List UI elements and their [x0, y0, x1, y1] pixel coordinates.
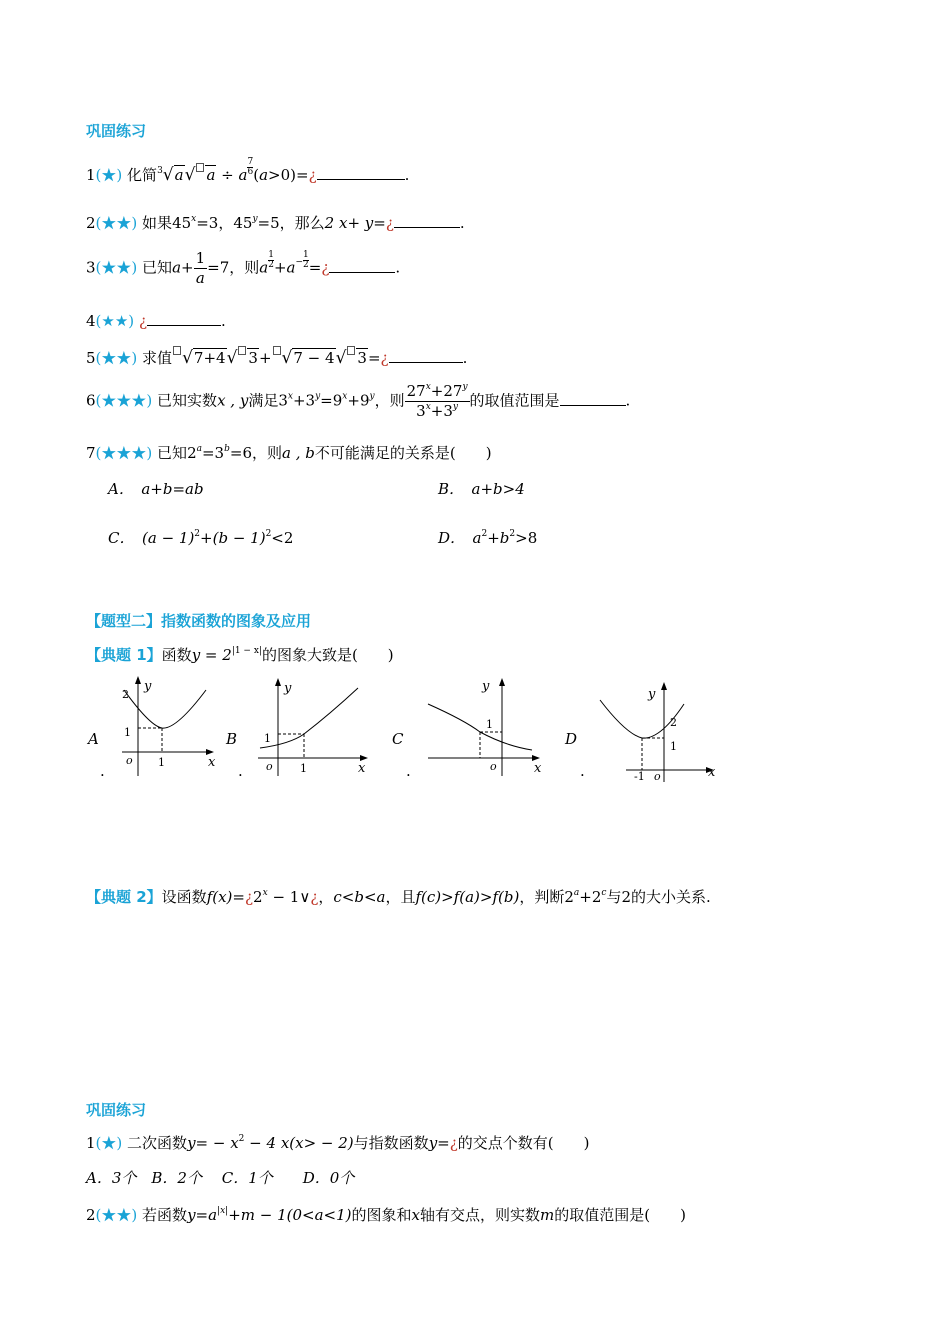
- practice-question-2: 2(★★) 若函数$y=a^{|x|}+m - 1(0<a<1)$的图象和x轴有交点，则实数m的取值范围是( ): [86, 1206, 686, 1224]
- practice-question-1-choices[interactable]: A．3个 B．2个 C．1个 D．0个: [86, 1169, 355, 1187]
- graph-c[interactable]: [424, 674, 548, 780]
- graph-c-x-label: x: [534, 761, 542, 776]
- graph-d-x-label: x: [708, 765, 716, 780]
- graph-b-y-label: y: [284, 681, 292, 696]
- section3-title: 巩固练习: [86, 1101, 147, 1119]
- graph-d-dot: .: [580, 762, 585, 780]
- choice-d[interactable]: D． $a^2+b^2>8$: [438, 529, 538, 547]
- graph-b-x-label: x: [358, 761, 366, 776]
- graph-a-dot: .: [100, 762, 105, 780]
- example-2: 【典题 2】设函数$f(x)=¿2^x$ − 1∨¿，c<b<a，且f(c)>f(a)>f(b)，判断$2^a+2^c$与2的大小关系.: [86, 888, 711, 906]
- graph-b-tick-1x: 1: [300, 762, 307, 775]
- graph-a-origin: o: [126, 754, 133, 767]
- question-1: 1(★) 化简$^3$√a√ a ÷ a $\frac{7}{6}$ (a>0)=¿ .: [86, 157, 410, 185]
- practice-question-1: 1(★) 二次函数$y= - x^2 - 4$ x(x> − 2)与指数函数y=¿的交点个数有( ): [86, 1134, 590, 1152]
- question-2: 2(★★) 如果$45^x=3$，$45^y=5$，那么2 x+ y=¿ .: [86, 214, 465, 232]
- question-3: 3(★★) 已知a+ $\frac{1}{a}$ =7，则a $\frac{1}{2}$ +a− $\frac{1}{2}$ =¿ .: [86, 249, 401, 287]
- question-5: 5(★★) 求值 √7+4√ 3+ √7 − 4√ 3=¿ .: [86, 348, 468, 368]
- graph-d-label[interactable]: D: [565, 730, 578, 748]
- graph-a-tick-2: 2: [122, 688, 129, 701]
- question-4: 4(★★) ¿ .: [86, 312, 226, 330]
- graph-c-origin: o: [490, 760, 497, 773]
- graph-c-tick-1y: 1: [486, 718, 493, 731]
- graph-c-dot: .: [406, 762, 411, 780]
- graph-d-tick-2: 2: [670, 716, 677, 729]
- graph-a[interactable]: [110, 674, 222, 780]
- graph-b-label[interactable]: B: [226, 730, 238, 748]
- graph-a-label[interactable]: A: [88, 730, 99, 748]
- question-6: 6(★★★) 已知实数x , y满足$3^x+3^y=9^x+9^y$，则 $\frac{27^x+27^y}{3^x+3^y}$ 的取值范围是 .: [86, 382, 631, 420]
- example-1: 【典题 1】函数$y = 2^{|1 - x|}$的图象大致是( ): [86, 646, 394, 664]
- graph-a-tick-1y: 1: [124, 726, 131, 739]
- choice-c[interactable]: C． $(a - 1)^2+(b - 1)^2<2$: [108, 529, 294, 547]
- graph-b-dot: .: [238, 762, 243, 780]
- question-7: 7(★★★) 已知$2^a=3^b=6$，则a , b不可能满足的关系是( ): [86, 444, 492, 462]
- graph-a-y-label: y: [144, 679, 152, 694]
- graph-c-label[interactable]: C: [392, 730, 404, 748]
- graph-a-tick-1x: 1: [158, 756, 165, 769]
- graph-b-tick-1y: 1: [264, 732, 271, 745]
- graph-b-origin: o: [266, 760, 273, 773]
- graph-d-y-label: y: [648, 687, 656, 702]
- graph-d[interactable]: [596, 678, 720, 784]
- choice-a[interactable]: A． a+b=ab: [108, 480, 204, 498]
- graph-a-x-label: x: [208, 755, 216, 770]
- section1-title: 巩固练习: [86, 122, 147, 140]
- graph-b[interactable]: [250, 674, 374, 780]
- choice-b[interactable]: B． a+b>4: [438, 480, 525, 498]
- graph-c-y-label: y: [482, 679, 490, 694]
- graph-d-tick-1: 1: [670, 740, 677, 753]
- graph-d-tick-neg1: -1: [634, 770, 645, 783]
- section2-title: 【题型二】指数函数的图象及应用: [86, 612, 312, 630]
- graph-d-origin: o: [654, 770, 661, 783]
